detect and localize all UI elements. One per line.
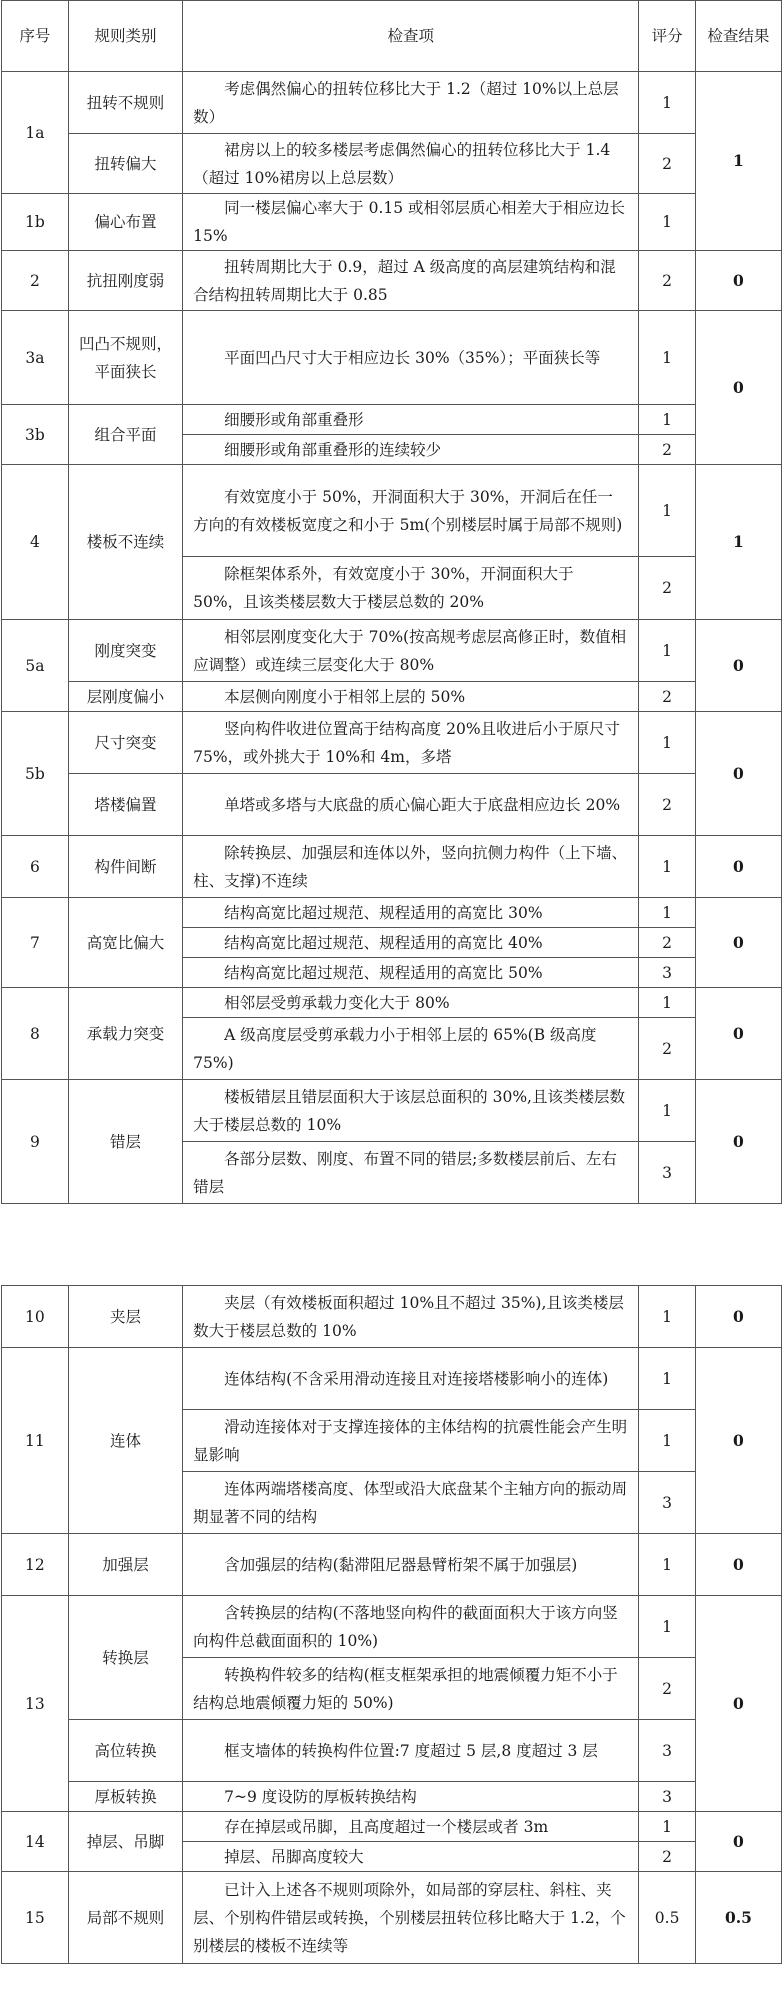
row-check-item: 夹层（有效楼板面积超过 10%且不超过 35%),且该类楼层数大于楼层总数的 10% (183, 1286, 639, 1348)
row-check-item: 除转换层、加强层和连体以外，竖向抗侧力构件（上下墙、柱、支撑)不连续 (183, 836, 639, 898)
row-result: 0 (695, 836, 781, 898)
row-category: 高宽比偏大 (68, 898, 182, 988)
row-score: 3 (639, 1782, 696, 1812)
table-row (2, 311, 782, 405)
row-check-item: 连体两端塔楼高度、体型或沿大底盘某个主轴方向的振动周期显著不同的结构 (183, 1472, 639, 1534)
row-category: 转换层 (68, 1596, 182, 1720)
row-category: 加强层 (68, 1534, 182, 1596)
row-score: 2 (639, 682, 696, 712)
row-score: 2 (639, 1842, 696, 1872)
row-score: 3 (639, 1472, 696, 1534)
header-result: 检查结果 (695, 1, 781, 72)
irregularity-table-part-2 (1, 1285, 782, 1964)
row-check-item: 掉层、吊脚高度较大 (183, 1842, 639, 1872)
row-category: 凹凸不规则，平面狭长 (68, 311, 182, 405)
row-check-item: 平面凹凸尺寸大于相应边长 30%（35%）；平面狭长等 (183, 311, 639, 405)
row-score: 1 (639, 1080, 696, 1142)
row-index: 14 (2, 1812, 69, 1872)
row-check-item: 裙房以上的较多楼层考虑偶然偏心的扭转位移比大于 1.4（超过 10%裙房以上总层数） (183, 134, 639, 194)
table-row (2, 134, 782, 194)
row-check-item: 竖向构件收进位置高于结构高度 20%且收进后小于原尺寸 75%，或外挑大于 10%和 4m，多塔 (183, 712, 639, 774)
row-index: 5b (2, 712, 69, 836)
header-score: 评分 (639, 1, 696, 72)
table-row (2, 72, 782, 134)
row-score: 3 (639, 1142, 696, 1204)
table-row (2, 988, 782, 1018)
row-index: 3b (2, 405, 69, 465)
table-row (2, 1872, 782, 1964)
row-check-item: 含转换层的结构(不落地竖向构件的截面面积大于该方向竖向构件总截面面积的 10%) (183, 1596, 639, 1658)
table-row (2, 1782, 782, 1812)
row-result: 0 (695, 1534, 781, 1596)
row-score: 1 (639, 1812, 696, 1842)
row-result: 0 (695, 988, 781, 1080)
row-check-item: 转换构件较多的结构(框支框架承担的地震倾覆力矩不小于结构总地震倾覆力矩的 50%) (183, 1658, 639, 1720)
row-score: 1 (639, 1534, 696, 1596)
row-score: 1 (639, 1348, 696, 1410)
row-check-item: 同一楼层偏心率大于 0.15 或相邻层质心相差大于相应边长 15% (183, 194, 639, 251)
row-score: 1 (639, 1286, 696, 1348)
row-index: 11 (2, 1348, 69, 1534)
table-row (2, 712, 782, 774)
row-index: 1a (2, 72, 69, 194)
row-index: 6 (2, 836, 69, 898)
row-category: 楼板不连续 (68, 465, 182, 620)
row-score: 2 (639, 774, 696, 836)
row-category: 刚度突变 (68, 620, 182, 682)
row-score: 2 (639, 251, 696, 311)
row-result: 0 (695, 251, 781, 311)
table-row (2, 1348, 782, 1410)
row-check-item: 楼板错层且错层面积大于该层总面积的 30%,且该类楼层数大于楼层总数的 10% (183, 1080, 639, 1142)
row-score: 1 (639, 194, 696, 251)
row-score: 1 (639, 1596, 696, 1658)
row-index: 4 (2, 465, 69, 620)
row-score: 2 (639, 1018, 696, 1080)
row-result: 0 (695, 1286, 781, 1348)
row-index: 3a (2, 311, 69, 405)
row-check-item: 含加强层的结构(黏滞阻尼器悬臂桁架不属于加强层) (183, 1534, 639, 1596)
table-row (2, 251, 782, 311)
table-row (2, 836, 782, 898)
row-index: 15 (2, 1872, 69, 1964)
row-result: 0 (695, 1812, 781, 1872)
row-score: 1 (639, 988, 696, 1018)
row-score: 2 (639, 1658, 696, 1720)
row-check-item: 单塔或多塔与大底盘的质心偏心距大于底盘相应边长 20% (183, 774, 639, 836)
row-index: 10 (2, 1286, 69, 1348)
row-result: 0 (695, 1348, 781, 1534)
row-score: 1 (639, 311, 696, 405)
table-row (2, 1534, 782, 1596)
table-row (2, 194, 782, 251)
row-check-item: 扭转周期比大于 0.9，超过 A 级高度的高层建筑结构和混合结构扭转周期比大于 0.85 (183, 251, 639, 311)
irregularity-table-part-1 (1, 0, 782, 1204)
row-score: 3 (639, 1720, 696, 1782)
row-index: 12 (2, 1534, 69, 1596)
row-check-item: A 级高度层受剪承载力小于相邻上层的 65%(B 级高度 75%) (183, 1018, 639, 1080)
table-row (2, 620, 782, 682)
table-row (2, 465, 782, 557)
header-row (2, 1, 782, 72)
row-check-item: 细腰形或角部重叠形的连续较少 (183, 435, 639, 465)
row-category: 承载力突变 (68, 988, 182, 1080)
header-item: 检查项 (183, 1, 639, 72)
row-check-item: 除框架体系外，有效宽度小于 30%，开洞面积大于 50%，且该类楼层数大于楼层总数的 20% (183, 557, 639, 620)
row-result: 0 (695, 311, 781, 465)
row-category: 扭转不规则 (68, 72, 182, 134)
row-check-item: 各部分层数、刚度、布置不同的错层;多数楼层前后、左右错层 (183, 1142, 639, 1204)
row-result: 1 (695, 465, 781, 620)
row-result: 0 (695, 1596, 781, 1812)
table-row (2, 898, 782, 928)
row-check-item: 连体结构(不含采用滑动连接且对连接塔楼影响小的连体) (183, 1348, 639, 1410)
row-score: 1 (639, 712, 696, 774)
row-check-item: 滑动连接体对于支撑连接体的主体结构的抗震性能会产生明显影响 (183, 1410, 639, 1472)
row-check-item: 有效宽度小于 50%，开洞面积大于 30%，开洞后在任一方向的有效楼板宽度之和小于 5m(个别楼层时属于局部不规则) (183, 465, 639, 557)
row-check-item: 相邻层刚度变化大于 70%(按高规考虑层高修正时，数值相应调整）或连续三层变化大于 80% (183, 620, 639, 682)
row-score: 1 (639, 465, 696, 557)
row-category: 厚板转换 (68, 1782, 182, 1812)
table-row (2, 1596, 782, 1658)
row-score: 1 (639, 72, 696, 134)
row-score: 1 (639, 898, 696, 928)
row-check-item: 细腰形或角部重叠形 (183, 405, 639, 435)
header-category: 规则类别 (68, 1, 182, 72)
row-category: 错层 (68, 1080, 182, 1204)
row-category: 扭转偏大 (68, 134, 182, 194)
row-category: 夹层 (68, 1286, 182, 1348)
row-category: 局部不规则 (68, 1872, 182, 1964)
row-check-item: 结构高宽比超过规范、规程适用的高宽比 30% (183, 898, 639, 928)
row-check-item: 已计入上述各不规则项除外，如局部的穿层柱、斜柱、夹层、个别构件错层或转换，个别楼层扭转位移比略大于 1.2，个别楼层的楼板不连续等 (183, 1872, 639, 1964)
row-index: 5a (2, 620, 69, 712)
table-row (2, 682, 782, 712)
row-score: 1 (639, 620, 696, 682)
table-row (2, 1812, 782, 1842)
row-category: 塔楼偏置 (68, 774, 182, 836)
row-category: 尺寸突变 (68, 712, 182, 774)
row-check-item: 结构高宽比超过规范、规程适用的高宽比 40% (183, 928, 639, 958)
row-index: 8 (2, 988, 69, 1080)
row-result: 0 (695, 620, 781, 712)
row-check-item: 本层侧向刚度小于相邻上层的 50% (183, 682, 639, 712)
row-category: 组合平面 (68, 405, 182, 465)
row-result: 0 (695, 712, 781, 836)
row-category: 偏心布置 (68, 194, 182, 251)
row-result: 0 (695, 1080, 781, 1204)
row-check-item: 考虑偶然偏心的扭转位移比大于 1.2（超过 10%以上总层数） (183, 72, 639, 134)
row-result: 0 (695, 898, 781, 988)
row-category: 层刚度偏小 (68, 682, 182, 712)
row-result: 0.5 (695, 1872, 781, 1964)
row-index: 13 (2, 1596, 69, 1812)
table-row (2, 1286, 782, 1348)
row-check-item: 结构高宽比超过规范、规程适用的高宽比 50% (183, 958, 639, 988)
table-row (2, 1720, 782, 1782)
row-check-item: 7~9 度设防的厚板转换结构 (183, 1782, 639, 1812)
row-category: 连体 (68, 1348, 182, 1534)
row-score: 2 (639, 928, 696, 958)
header-index: 序号 (2, 1, 69, 72)
row-category: 抗扭刚度弱 (68, 251, 182, 311)
row-score: 3 (639, 958, 696, 988)
table-row (2, 774, 782, 836)
row-score: 1 (639, 836, 696, 898)
row-score: 2 (639, 557, 696, 620)
row-category: 掉层、吊脚 (68, 1812, 182, 1872)
row-index: 2 (2, 251, 69, 311)
row-check-item: 存在掉层或吊脚，且高度超过一个楼层或者 3m (183, 1812, 639, 1842)
row-index: 9 (2, 1080, 69, 1204)
row-category: 高位转换 (68, 1720, 182, 1782)
row-index: 1b (2, 194, 69, 251)
table-row (2, 405, 782, 435)
row-index: 7 (2, 898, 69, 988)
row-check-item: 框支墙体的转换构件位置:7 度超过 5 层,8 度超过 3 层 (183, 1720, 639, 1782)
row-result: 1 (695, 72, 781, 251)
row-score: 1 (639, 405, 696, 435)
table-row (2, 1080, 782, 1142)
row-score: 2 (639, 435, 696, 465)
row-score: 2 (639, 134, 696, 194)
row-category: 构件间断 (68, 836, 182, 898)
row-check-item: 相邻层受剪承载力变化大于 80% (183, 988, 639, 1018)
row-score: 1 (639, 1410, 696, 1472)
row-score: 0.5 (639, 1872, 696, 1964)
